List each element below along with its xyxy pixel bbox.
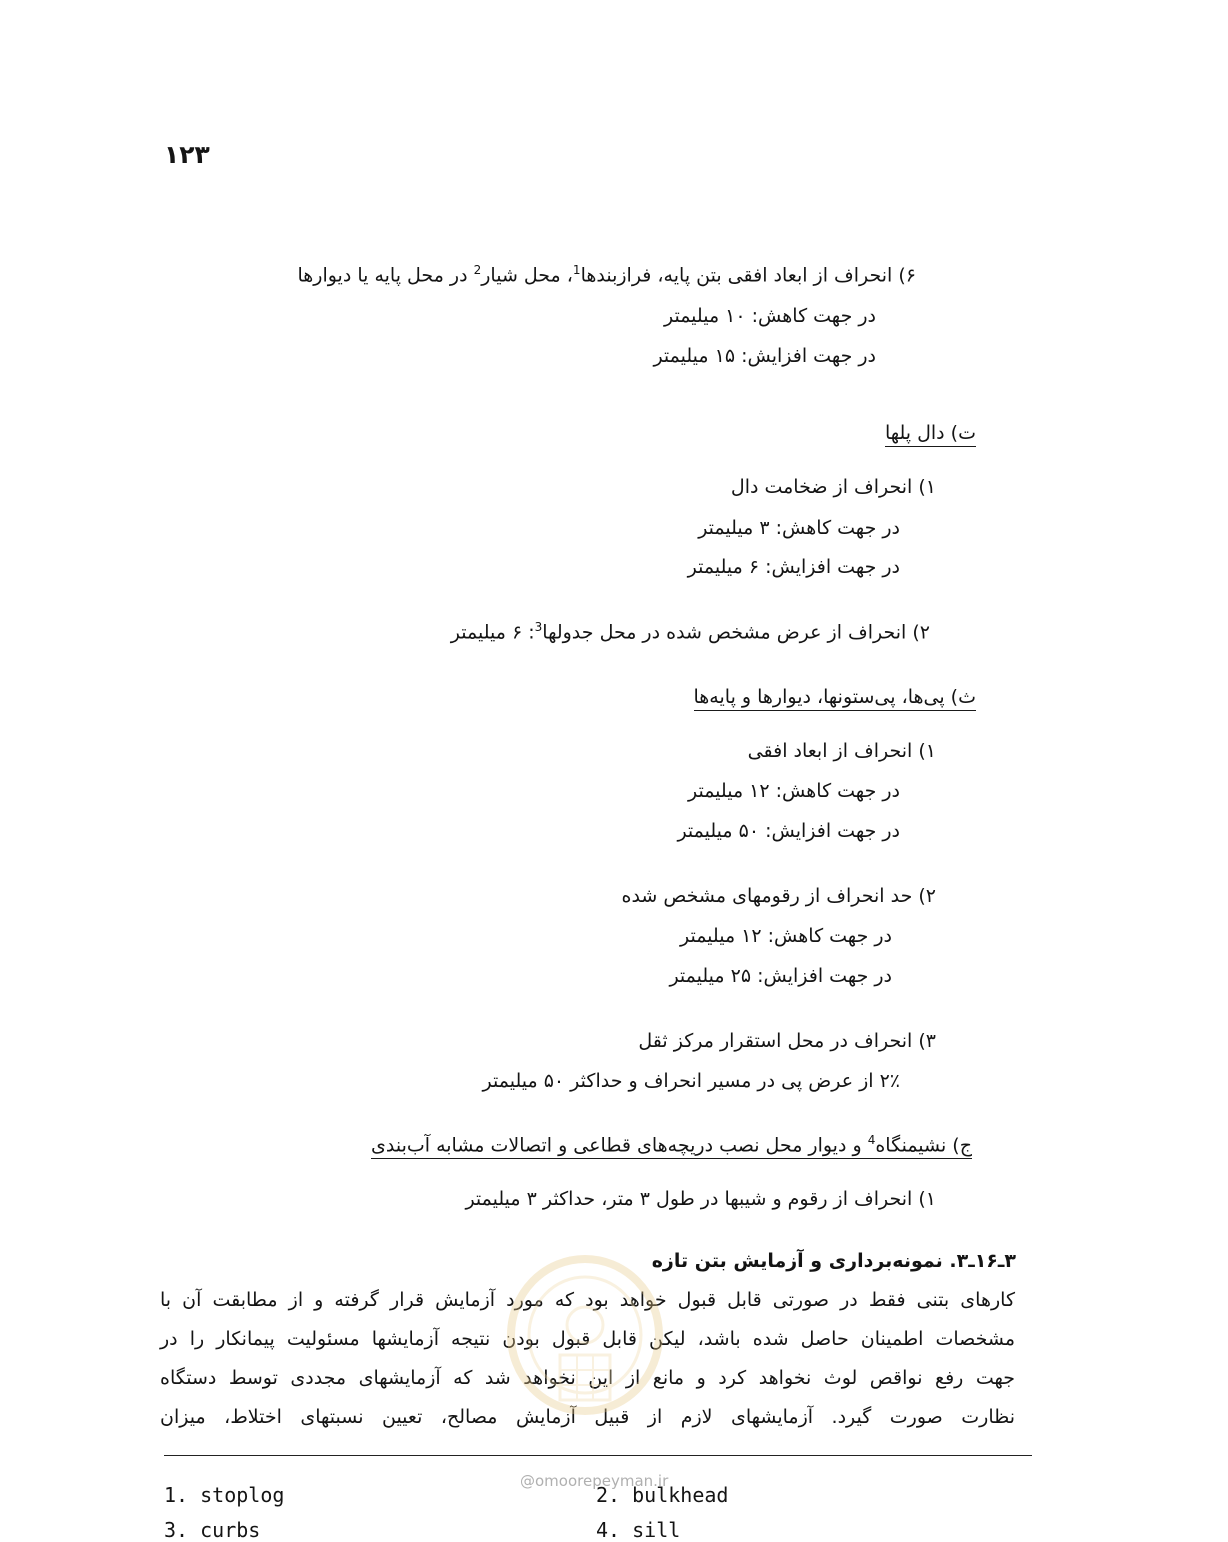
- section-t-heading: ت) دال پلها: [885, 422, 976, 447]
- item-6-end: در محل پایه یا دیوارها: [297, 264, 468, 287]
- watermark-site: @omoorepeyman.ir: [520, 1472, 669, 1490]
- section-t-item-2: [451, 620, 930, 643]
- section-t-item-1: ۱) انحراف از ضخامت دال: [730, 476, 936, 498]
- paragraph-line-2: مشخصات اطمینان حاصل شده باشد، لیکن قابل قبول بودن نتیجه آزمایشها مسئولیت پیمانکار را در: [160, 1328, 1015, 1350]
- footnote-ref-1: 1: [572, 263, 581, 277]
- section-j-heading: [371, 1133, 972, 1159]
- section-s-item-2-decrease: در جهت کاهش: ۱۲ میلیمتر: [679, 925, 892, 947]
- footnote-1: 1. stoplog: [164, 1483, 285, 1507]
- section-s-item-3: ۳) انحراف در محل استقرار مرکز ثقل: [638, 1030, 936, 1052]
- paragraph-line-3: جهت رفع نواقص لوث نخواهد کرد و مانع از این نخواهد شد که آزمایشهای مجددی توسط دستگاه: [160, 1367, 1015, 1389]
- item-6-decrease: در جهت کاهش: ۱۰ میلیمتر: [663, 305, 876, 327]
- page-number: ۱۲۳: [164, 140, 210, 169]
- section-j-heading-b: و دیوار محل نصب دریچه‌های قطاعی و اتصالات مشابه آب‌بندی: [371, 1134, 862, 1157]
- item-6-increase: در جهت افزایش: ۱۵ میلیمتر: [653, 345, 876, 367]
- subsection-title: ۳ـ۱۶ـ۳. نمونه‌برداری و آزمایش بتن تازه: [651, 1250, 1016, 1272]
- section-j-heading-a: ج) نشیمنگاه: [875, 1134, 972, 1157]
- item-6-mid: ، محل شیار: [481, 264, 573, 287]
- footnote-ref-2: 2: [473, 263, 482, 277]
- section-s-item-1: ۱) انحراف از ابعاد افقی: [747, 740, 936, 762]
- section-s-item-3-detail: ۲٪ از عرض پی در مسیر انحراف و حداکثر ۵۰ میلیمتر: [482, 1070, 900, 1092]
- section-t-item-1-increase: در جهت افزایش: ۶ میلیمتر: [687, 556, 900, 578]
- footnote-4: 4. sill: [596, 1518, 681, 1542]
- section-s-item-2: ۲) حد انحراف از رقومهای مشخص شده: [621, 885, 936, 907]
- section-t-item-2-value: : ۶ میلیمتر: [450, 621, 535, 644]
- section-s-heading: ث) پی‌ها، پی‌ستونها، دیوارها و پایه‌ها: [694, 686, 977, 711]
- paragraph-line-1: کارهای بتنی فقط در صورتی قابل قبول خواهد بود که مورد آزمایش قرار گرفته و از مطابقت آن با: [160, 1289, 1015, 1311]
- paragraph-line-4: نظارت صورت گیرد. آزمایشهای لازم از قبیل آزمایش مصالح، تعیین نسبتهای اختلاط، میزان: [160, 1406, 1015, 1428]
- section-s-item-1-decrease: در جهت کاهش: ۱۲ میلیمتر: [687, 780, 900, 802]
- section-t-item-1-decrease: در جهت کاهش: ۳ میلیمتر: [698, 517, 900, 539]
- footnote-divider: [164, 1455, 1032, 1456]
- watermark-seal-icon: [505, 1255, 665, 1430]
- footnote-2: 2. bulkhead: [596, 1483, 729, 1507]
- item-6: [297, 263, 916, 286]
- footnote-ref-3: 3: [534, 620, 543, 634]
- section-s-item-1-increase: در جهت افزایش: ۵۰ میلیمتر: [677, 820, 900, 842]
- section-j-item-1: ۱) انحراف از رقوم و شیبها در طول ۳ متر، حداکثر ۳ میلیمتر: [465, 1188, 936, 1210]
- item-6-text: ۶) انحراف از ابعاد افقی بتن پایه، فرازبندها: [580, 264, 916, 287]
- section-t-item-2-text: ۲) انحراف از عرض مشخص شده در محل جدولها: [542, 621, 930, 644]
- footnote-ref-4: 4: [867, 1133, 876, 1147]
- footnote-3: 3. curbs: [164, 1518, 261, 1542]
- section-s-item-2-increase: در جهت افزایش: ۲۵ میلیمتر: [669, 965, 892, 987]
